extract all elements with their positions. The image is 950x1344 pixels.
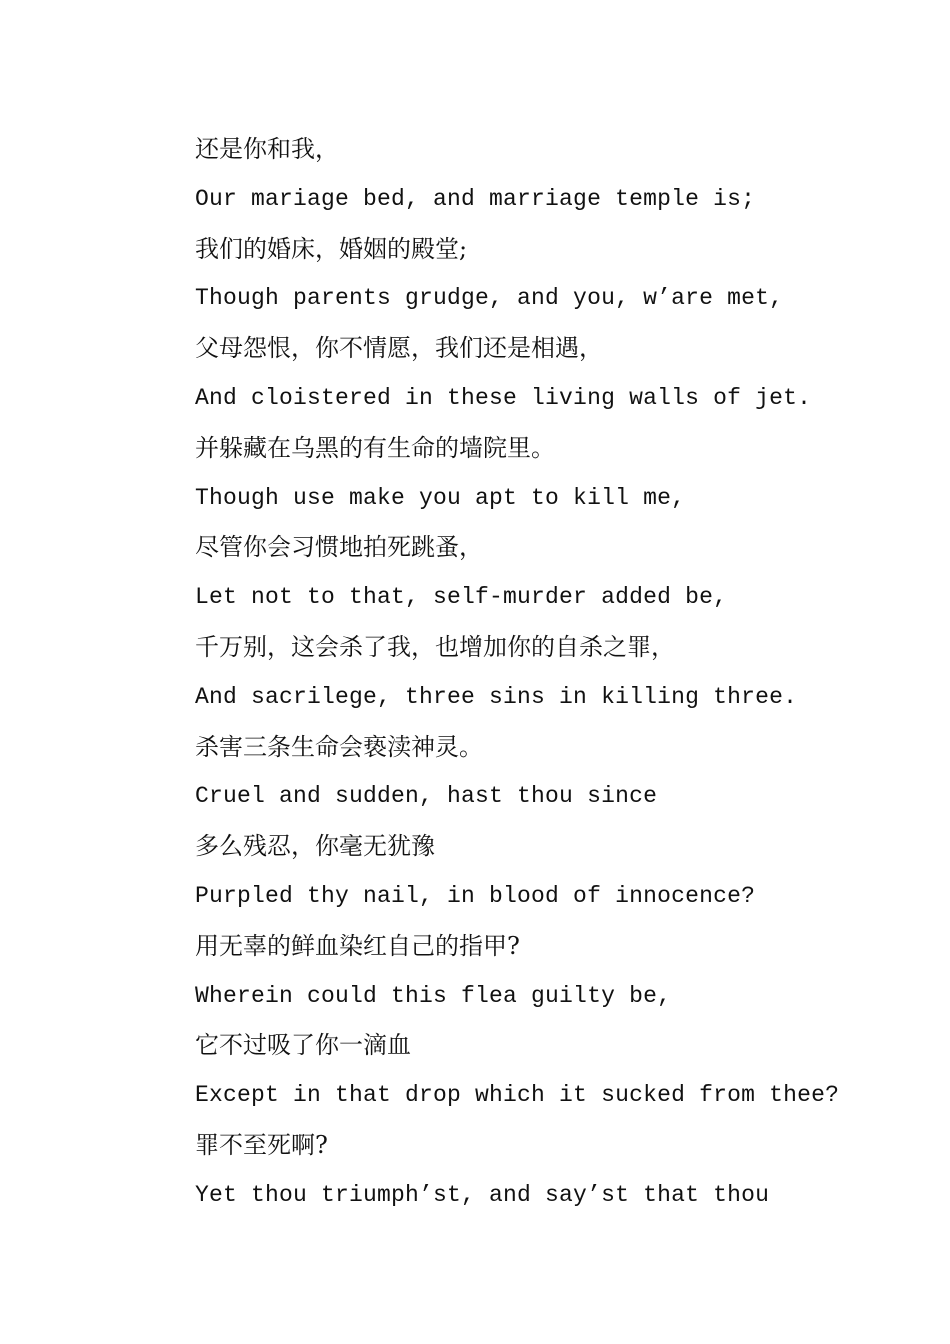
poem-line-original: Cruel and sudden, hast thou since (195, 783, 658, 810)
poem-line-translation: 杀害三条生命会亵渎神灵。 (195, 732, 483, 761)
poem-line-translation: 千万别，这会杀了我，也增加你的自杀之罪， (195, 632, 675, 661)
poem-line-translation: 多么残忍，你毫无犹豫 (195, 832, 435, 861)
poem-line-original: Our mariage bed, and marriage temple is; (195, 185, 756, 212)
poem-line-original: And cloistered in these living walls of jet. (195, 384, 812, 411)
poem-line-translation: 并躲藏在乌黑的有生命的墙院里。 (195, 433, 555, 462)
poem-line-original: Let not to that, self-murder added be, (195, 584, 728, 611)
poem-line-original: Wherein could this flea guilty be, (195, 982, 672, 1009)
poem-line-original: Though use make you apt to kill me, (195, 484, 686, 511)
poem-line-translation: 父母怨恨，你不情愿，我们还是相遇， (195, 334, 603, 363)
poem-line-translation: 用无辜的鲜血染红自己的指甲? (195, 931, 520, 960)
poem-line-original: Purpled thy nail, in blood of innocence? (195, 882, 756, 909)
poem-line-original: Except in that drop which it sucked from thee? (195, 1082, 840, 1109)
poem-line-original: Yet thou triumph’st, and say’st that thou (195, 1181, 770, 1208)
poem-line-translation: 尽管你会习惯地拍死跳蚤， (195, 533, 483, 562)
poem-line-translation: 它不过吸了你一滴血 (195, 1031, 411, 1060)
poem-line-translation: 我们的婚床，婚姻的殿堂; (195, 234, 468, 263)
poem-line-original: Though parents grudge, and you, w’are met, (195, 285, 784, 312)
poem-text-block (195, 128, 895, 1224)
poem-line-translation: 还是你和我， (195, 135, 339, 163)
poem-line-translation: 罪不至死啊? (195, 1130, 328, 1159)
poem-line-original: And sacrilege, three sins in killing three. (195, 683, 798, 710)
